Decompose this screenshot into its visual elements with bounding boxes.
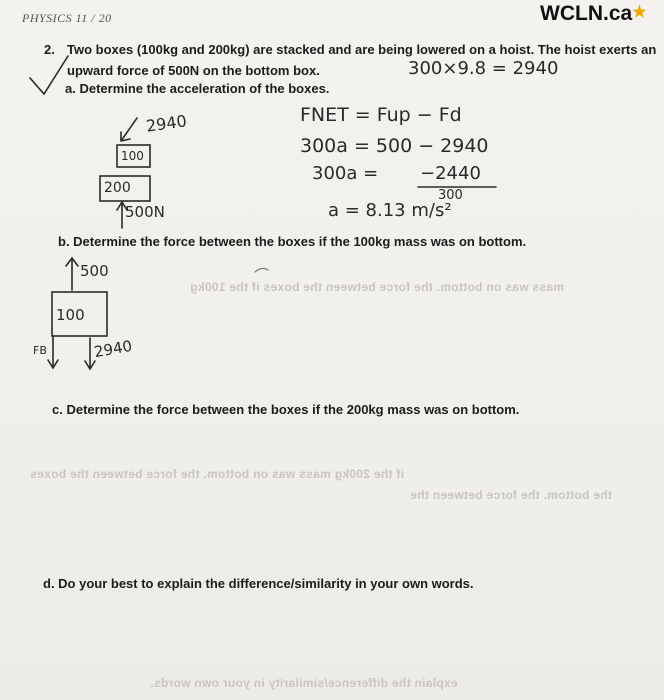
bleedthrough-line-1: mass was on bottom. the force between the boxes if the 100kg xyxy=(190,280,565,294)
part-b-prompt: b. Determine the force between the boxes if the 100kg mass was on bottom. xyxy=(58,234,527,249)
arrow-force-b xyxy=(66,258,78,290)
equation-2: 300a = 500 − 2940 xyxy=(300,135,489,157)
equation-3-numerator: −2440 xyxy=(420,163,481,184)
check-mark xyxy=(30,56,68,94)
arrow-fb xyxy=(48,337,58,368)
force-label-a: 500N xyxy=(125,203,165,221)
bleedthrough-line-4: explain the difference/similarity in your own words. xyxy=(150,676,458,690)
star-icon: ★ xyxy=(632,4,647,21)
question-number: 2. xyxy=(44,42,55,57)
scribble xyxy=(255,268,268,272)
question-stem-line1: Two boxes (100kg and 200kg) are stacked and are being lowered on a hoist. The hoist exerts an xyxy=(67,42,657,57)
box-100-label-a: 100 xyxy=(121,149,144,163)
bleedthrough-line-2: if the 200kg mass was on bottom. the force between the boxes xyxy=(30,467,405,481)
part-d-prompt: d. Do your best to explain the difference/similarity in your own words. xyxy=(43,576,474,591)
equation-3-denominator: 300 xyxy=(438,188,463,203)
bleedthrough-line-3: the bottom. the force between the xyxy=(410,488,612,502)
box-100-label-b: 100 xyxy=(56,306,85,324)
equation-4-answer: a = 8.13 m/s² xyxy=(328,200,452,221)
weight-calculation: 300×9.8 = 2940 xyxy=(408,58,559,79)
equation-3-left: 300a = xyxy=(312,163,379,184)
box-200-label-a: 200 xyxy=(104,180,131,196)
part-c-prompt: c. Determine the force between the boxes if the 200kg mass was on bottom. xyxy=(52,402,520,417)
course-header: PHYSICS 11 / 20 xyxy=(22,11,112,25)
force-label-b: 500 xyxy=(80,262,109,280)
brand-logo xyxy=(540,2,647,26)
weight-label-b: 2940 xyxy=(92,336,134,362)
fb-label: FB xyxy=(33,344,47,357)
brand-text: WCLN.ca xyxy=(540,2,633,25)
equation-1: FNET = Fup − Fd xyxy=(300,104,462,126)
arrow-weight-a xyxy=(121,118,137,141)
question-stem-line2: upward force of 500N on the bottom box. xyxy=(67,63,320,78)
part-a-prompt: a. Determine the acceleration of the boxes. xyxy=(65,81,330,96)
weight-label-a: 2940 xyxy=(144,111,188,136)
